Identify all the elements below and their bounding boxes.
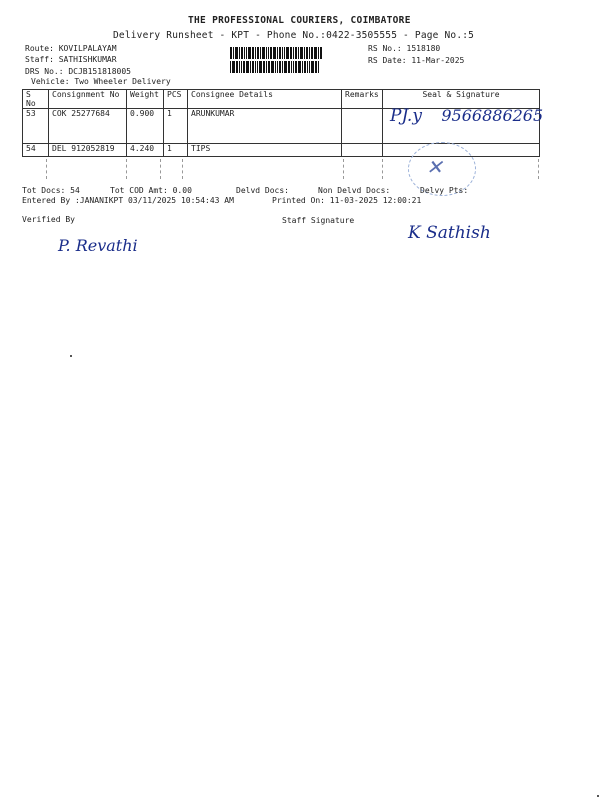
col-header-consignee: Consignee Details <box>188 90 342 109</box>
cell-consignment: COK 25277684 <box>49 109 127 144</box>
col-header-remarks: Remarks <box>342 90 383 109</box>
speck <box>597 795 599 797</box>
cell-weight: 4.240 <box>127 144 164 157</box>
total-cod-amount: Tot COD Amt: 0.00 <box>110 186 192 195</box>
rs-number: RS No.: 1518180 <box>368 44 441 53</box>
non-delivered-docs: Non Delvd Docs: <box>318 186 391 195</box>
staff-signature-label: Staff Signature <box>282 216 355 225</box>
delivery-points: Delvy Pts: <box>420 186 469 195</box>
col-header-weight: Weight <box>127 90 164 109</box>
speck <box>70 355 72 357</box>
cell-sno: 53 <box>23 109 49 144</box>
total-docs: Tot Docs: 54 <box>22 186 80 195</box>
receiver-signature <box>390 106 543 126</box>
drs-number: DRS No.: DCJB151818005 <box>25 67 131 76</box>
cell-consignee: ARUNKUMAR <box>188 109 342 144</box>
staff-label: Staff: SATHISHKUMAR <box>25 55 117 64</box>
stamp-mark: ✕ <box>426 155 443 179</box>
rs-date: RS Date: 11-Mar-2025 <box>368 56 465 65</box>
cell-pcs: 1 <box>164 144 188 157</box>
cell-remarks <box>342 109 383 144</box>
document-title: THE PROFESSIONAL COURIERS, COIMBATORE <box>188 15 411 26</box>
cell-consignment: DEL 912052819 <box>49 144 127 157</box>
verifier-signature: P. Revathi <box>58 236 138 255</box>
staff-signature: K Sathish <box>408 223 491 243</box>
document-subtitle: Delivery Runsheet - KPT - Phone No.:0422-3505555 - Page No.:5 <box>113 30 475 41</box>
cell-remarks <box>342 144 383 157</box>
verified-by-label: Verified By <box>22 215 75 224</box>
cell-sno: 54 <box>23 144 49 157</box>
route-label: Route: KOVILPALAYAM <box>25 44 117 53</box>
col-header-sno: S No <box>23 90 49 109</box>
receiver-phone: 9566886265 <box>441 106 544 125</box>
signature-scribble: PJ.y <box>390 106 422 126</box>
barcode-top <box>230 44 355 56</box>
col-header-consignment: Consignment No <box>49 90 127 109</box>
col-header-pcs: PCS <box>164 90 188 109</box>
printed-on: Printed On: 11-03-2025 12:00:21 <box>272 196 422 205</box>
cell-pcs: 1 <box>164 109 188 144</box>
barcode-bottom <box>230 58 355 70</box>
cell-weight: 0.900 <box>127 109 164 144</box>
cell-consignee: TIPS <box>188 144 342 157</box>
col-header-signature: Seal & Signature <box>383 90 540 109</box>
delivered-docs: Delvd Docs: <box>236 186 289 195</box>
vehicle-label: Vehicle: Two Wheeler Delivery <box>31 77 171 86</box>
entered-by: Entered By :JANANIKPT 03/11/2025 10:54:43 AM <box>22 196 234 205</box>
